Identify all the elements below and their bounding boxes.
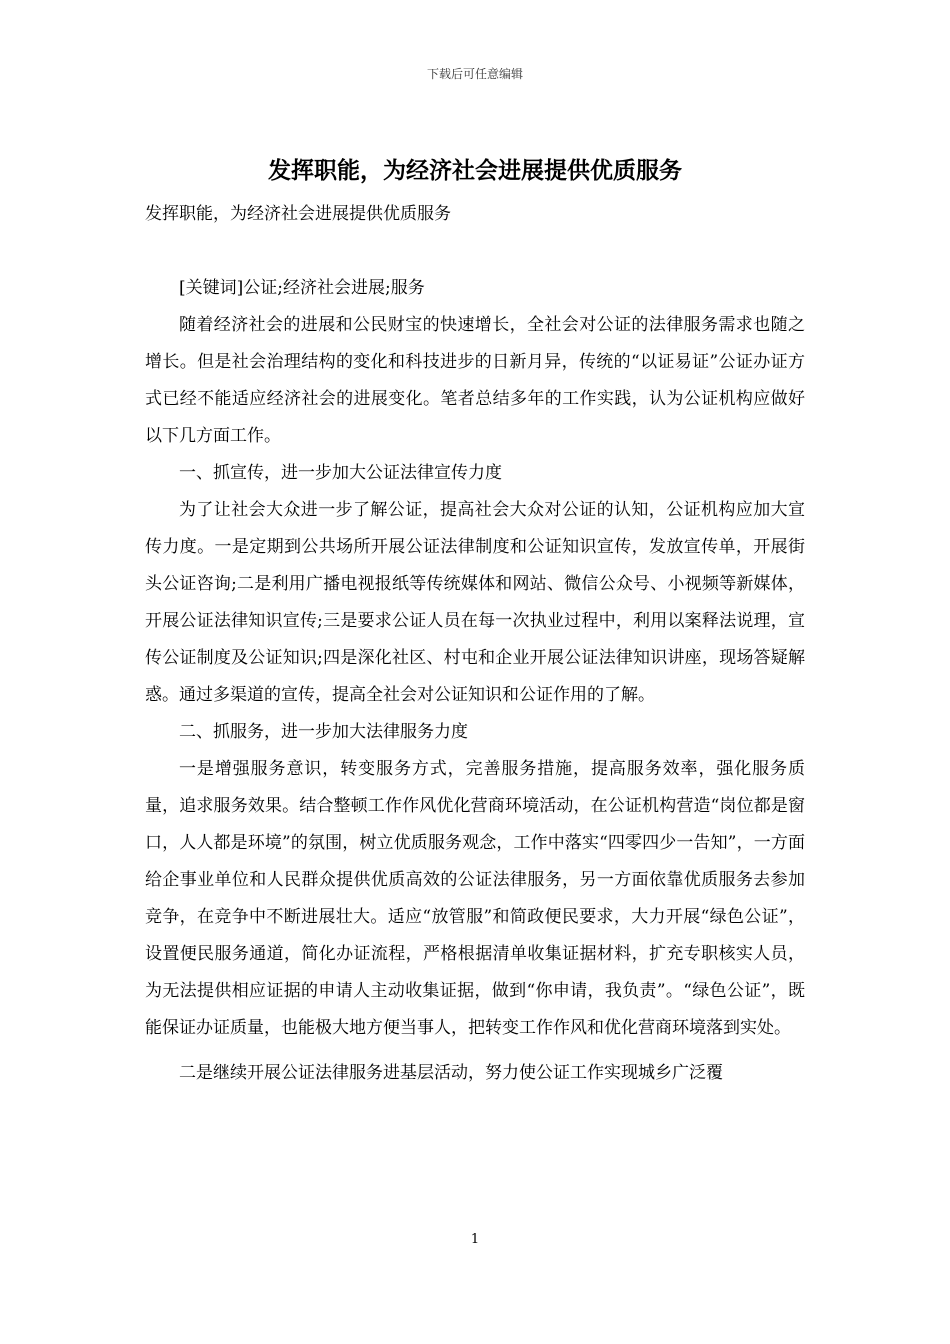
page-number: 1 — [470, 1232, 480, 1247]
document-body — [145, 196, 805, 1092]
paragraph-service: 一是增强服务意识，转变服务方式，完善服务措施，提高服务效率，强化服务质量，追求服务效果。结合整顿工作作风优化营商环境活动，在公证机构营造“岗位都是窗口，人人都是环境”的氛围，树立优质服务观念，工作中落实“四零四少一告知”，一方面给企事业单位和人民群众提供优质高效的公证法律服务，另一方面依靠优质服务去参加竞争，在竞争中不断进展壮大。适应“放管服”和简政便民要求，大力开展“绿色公证”，设置便民服务通道，简化办证流程，严格根据清单收集证据材料，扩充专职核实人员，为无法提供相应证据的申请人主动收集证据，做到“你申请，我负责”。“绿色公证”，既能保证办证质量，也能极大地方便当事人，把转变工作作风和优化营商环境落到实处。 — [145, 759, 805, 1038]
blank-line — [145, 233, 805, 270]
keywords-line: [关键词]公证;经济社会进展;服务 — [179, 278, 425, 298]
section-heading-1: 一、抓宣传，进一步加大公证法律宣传力度 — [179, 463, 502, 483]
paragraph-publicity: 为了让社会大众进一步了解公证，提高社会大众对公证的认知，公证机构应加大宣传力度。一是定期到公共场所开展公证法律制度和公证知识宣传，发放宣传单，开展街头公证咨询;二是利用广播电视报纸等传统媒体和网站、微信公众号、小视频等新媒体，开展公证法律知识宣传;三是要求公证人员在每一次执业过程中，利用以案释法说理，宣传公证制度及公证知识;四是深化社区、村屯和企业开展公证法律知识讲座，现场答疑解惑。通过多渠道的宣传，提高全社会对公证知识和公证作用的了解。 — [145, 500, 805, 705]
document-title: 发挥职能，为经济社会进展提供优质服务 — [268, 157, 682, 184]
paragraph-intro: 随着经济社会的进展和公民财宝的快速增长，全社会对公证的法律服务需求也随之增长。但是社会治理结构的变化和科技进步的日新月异，传统的“以证易证”公证办证方式已经不能适应经济社会的进展变化。笔者总结多年的工作实践，认为公证机构应做好以下几方面工作。 — [145, 315, 805, 446]
header-note: 下载后可任意编辑 — [426, 67, 523, 81]
document-subtitle: 发挥职能，为经济社会进展提供优质服务 — [145, 204, 451, 224]
section-heading-2: 二、抓服务，进一步加大法律服务力度 — [179, 722, 468, 742]
paragraph-grassroots: 二是继续开展公证法律服务进基层活动，努力使公证工作实现城乡广泛覆 — [179, 1063, 723, 1083]
